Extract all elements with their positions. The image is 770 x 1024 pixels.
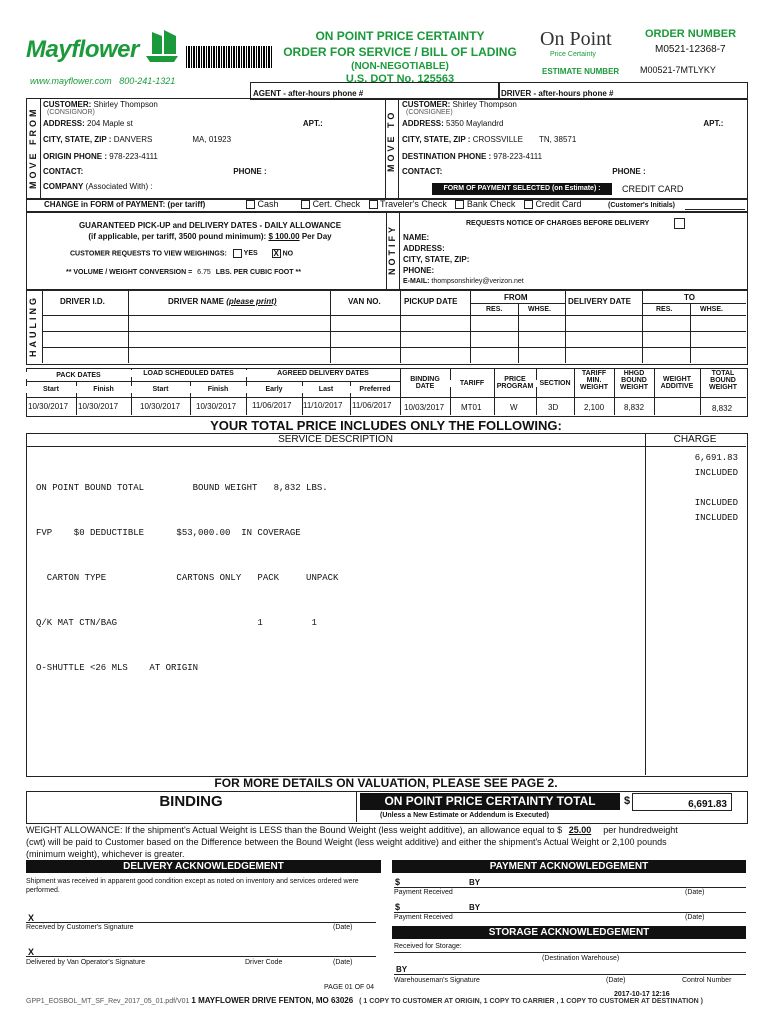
service-charge [648, 481, 738, 496]
customer-sign-date: (Date) [333, 924, 353, 931]
consignor-label: (CONSIGNOR) [47, 109, 95, 116]
company-sub: (Associated With) : [85, 182, 153, 191]
weight-allowance-amount: 25.00 [568, 825, 592, 835]
customer-sign-label: Received by Customer's Signature [26, 924, 134, 931]
service-line: O-SHUTTLE <26 MLS AT ORIGIN [36, 663, 199, 673]
travelers-check-checkbox[interactable] [369, 200, 378, 209]
title-line-1: ON POINT PRICE CERTAINTY [315, 29, 485, 43]
hauling-col-2 [330, 289, 331, 363]
weighings-yes-checkbox[interactable] [233, 249, 242, 258]
payment-date-2: (Date) [685, 914, 705, 921]
payment-by-1: BY [469, 878, 481, 887]
price-program: W [510, 403, 518, 412]
ship-icon [142, 26, 182, 66]
van-sign-label: Delivered by Van Operator's Signature [26, 959, 146, 966]
total-label: ON POINT PRICE CERTAINTY TOTAL [360, 793, 620, 810]
storage-ack-header: STORAGE ACKNOWLEDGEMENT [392, 926, 746, 939]
barcode [186, 46, 272, 68]
load-finish-label: Finish [190, 386, 246, 393]
total-bound: 8,832 [712, 404, 733, 413]
payment-change-label: CHANGE in FORM of PAYMENT: (per tariff) [44, 200, 206, 209]
hauling-row-line-1 [42, 331, 746, 332]
services-divider [645, 433, 646, 775]
requests-notice-label: REQUESTS NOTICE OF CHARGES BEFORE DELIVERY [466, 220, 650, 227]
customer-sign-line[interactable] [26, 922, 376, 923]
hauling-pickup-date: PICKUP DATE [404, 297, 458, 306]
van-sign-line[interactable] [26, 956, 376, 957]
divider-to [398, 98, 399, 198]
guarantee-line-2: (if applicable, per tariff, 3500 pound minimum): [88, 232, 267, 241]
from-apt-label: APT.: [302, 119, 323, 128]
agent-label: AGENT - after-hours phone # [253, 89, 364, 98]
weight-additive-label: WEIGHT ADDITIVE [656, 376, 698, 390]
hauling-col-4 [470, 289, 471, 363]
conversion-label: ** VOLUME / WEIGHT CONVERSION = [66, 269, 193, 276]
daily-allowance: $ 100.00 [268, 232, 300, 241]
origin-phone: 978-223-4111 [109, 152, 158, 161]
payment-by-2: BY [469, 903, 481, 912]
conversion-unit: LBS. PER CUBIC FOOT ** [215, 269, 301, 276]
form-id: GPP1_EOSBOL_MT_SF_Rev_2017_05_01.pdf/V01 [26, 998, 190, 1005]
from-contact-label: CONTACT: [43, 167, 84, 176]
onpoint-tagline: Price Certainty [550, 51, 596, 58]
valuation-note: FOR MORE DETAILS ON VALUATION, PLEASE SEE PAGE 2. [214, 776, 558, 790]
dest-phone: 978-223-4111 [493, 152, 543, 161]
to-city: CROSSVILLE [472, 135, 523, 144]
price-program-label: PRICE PROGRAM [496, 376, 534, 390]
hauling-van-no: VAN NO. [348, 297, 381, 306]
service-charge: INCLUDED [694, 498, 738, 508]
service-line: CARTON TYPE CARTONS ONLY PACK UNPACK [36, 573, 339, 583]
driver-name-sub: (please print) [226, 297, 277, 306]
total-divider [356, 791, 357, 822]
weighings-row [70, 249, 293, 258]
notify-email: thompsonshirley@verizon.net [431, 278, 524, 285]
weighings-no: NO [282, 250, 294, 258]
order-number-label: ORDER NUMBER [645, 28, 737, 40]
storage-by: BY [396, 965, 408, 974]
agreed-early-label: Early [246, 386, 302, 393]
move-to-block [402, 100, 742, 179]
weight-allowance-line-1: WEIGHT ALLOWANCE: If the shipment's Actual Weight is LESS than the Bound Weight (less weight additive), an allowance equal to $ [26, 825, 563, 835]
dates-col-j [536, 368, 537, 415]
storage-date-label: (Date) [606, 977, 626, 984]
dates-col-i [494, 368, 495, 415]
from-whse: WHSE. [528, 306, 551, 313]
payment-line-1[interactable] [394, 887, 746, 888]
divider-notify [399, 211, 400, 289]
hauling-row-line-2 [42, 347, 746, 348]
move-to-label: MOVE TO [386, 109, 396, 173]
dates-col-k [574, 368, 575, 415]
onpoint-logo [540, 28, 630, 62]
to-state-zip: TN, 38571 [538, 135, 577, 144]
cash-checkbox[interactable] [246, 200, 255, 209]
driver-code-label: Driver Code [245, 959, 283, 966]
notify-city-label: CITY, STATE, ZIP: [403, 255, 470, 264]
warehouse-sign-line[interactable] [394, 974, 746, 975]
travelers-check-option: Traveler's Check [379, 199, 447, 209]
hauling-col-4b [518, 303, 519, 363]
weight-allowance-unit: per hundredweight [603, 825, 678, 835]
agreed-dates-label: AGREED DELIVERY DATES [246, 370, 400, 377]
service-charge: 6,691.83 [694, 453, 738, 463]
tariff: MT01 [461, 403, 482, 412]
notify-address-label: ADDRESS: [403, 244, 445, 253]
customer-initials-line [685, 209, 745, 210]
payment-ack-header: PAYMENT ACKNOWLEDGEMENT [392, 860, 746, 873]
dates-col-l [614, 368, 615, 415]
bank-check-checkbox[interactable] [455, 200, 464, 209]
cert-check-option: Cert. Check [312, 199, 361, 209]
weighings-label: CUSTOMER REQUESTS TO VIEW WEIGHINGS: [70, 250, 227, 258]
hhgd: 8,832 [624, 403, 645, 412]
agreed-preferred: 11/06/2017 [352, 401, 392, 410]
delivery-text: Shipment was received in apparent good condition except as noted on inventory and services ordered were performed. [26, 878, 359, 894]
service-charge: INCLUDED [694, 468, 738, 478]
weighings-yes: YES [243, 250, 258, 258]
move-from-label: MOVE FROM [28, 106, 38, 190]
service-lines [36, 451, 641, 691]
van-sign-x: X [28, 947, 35, 957]
service-line: ON POINT BOUND TOTAL BOUND WEIGHT 8,832 LBS. [36, 483, 328, 493]
hauling-table [26, 289, 748, 365]
hauling-label: HAULING [28, 295, 38, 357]
notify-email-label: E-MAIL: [403, 278, 430, 285]
to-address: 5350 Maylandrd [446, 119, 504, 128]
website [30, 76, 175, 86]
dates-col-g [400, 368, 401, 415]
hauling-delivery-date: DELIVERY DATE [568, 297, 631, 306]
hauling-col-1 [128, 289, 129, 363]
service-line: FVP $0 DEDUCTIBLE $53,000.00 IN COVERAGE [36, 528, 301, 538]
delivery-ack-header: DELIVERY ACKNOWLEDGEMENT [26, 860, 381, 873]
control-number-label: Control Number [682, 977, 732, 984]
conversion-value: 6.75 [197, 269, 211, 276]
hauling-header-line [42, 315, 746, 316]
customer-initials-label: (Customer's Initials) [608, 202, 676, 209]
page-number: PAGE 01 OF 04 [324, 984, 375, 991]
from-address: 204 Maple st [87, 119, 133, 128]
total-currency: $ [624, 795, 631, 807]
to-apt-label: APT.: [703, 119, 724, 128]
pack-finish: 10/30/2017 [78, 402, 119, 411]
total-bound-label: TOTAL BOUND WEIGHT [702, 370, 744, 391]
warehouseman-label: Warehouseman's Signature [394, 977, 480, 984]
hauling-to: TO [684, 293, 695, 302]
tariff-label: TARIFF [450, 380, 494, 387]
payment-form: CREDIT CARD [622, 184, 684, 194]
storage-line[interactable] [394, 952, 746, 953]
from-phone-label: PHONE : [233, 167, 267, 176]
website-url: www.mayflower.com [30, 76, 112, 86]
agreed-last-label: Last [302, 386, 350, 393]
binding-label: BINDING [159, 793, 223, 810]
from-city-label: CITY, STATE, ZIP : [43, 135, 112, 144]
origin-phone-label: ORIGIN PHONE : [43, 152, 108, 161]
charge-header: CHARGE [673, 434, 717, 445]
dates-col-m [654, 368, 655, 415]
to-address-label: ADDRESS: [402, 119, 444, 128]
consignee-label: (CONSIGNEE) [406, 109, 453, 116]
from-state-zip: MA, 01923 [192, 135, 232, 144]
load-start: 10/30/2017 [140, 402, 181, 411]
onpoint-logo-text: On Point [540, 28, 612, 50]
from-customer-label: CUSTOMER: [43, 100, 92, 109]
dates-col-n [700, 368, 701, 415]
weight-allowance [26, 824, 750, 860]
load-dates-label: LOAD SCHEDULED DATES [131, 370, 246, 377]
dot-number: U.S. DOT No. 125563 [345, 73, 455, 85]
dates-header-bottom [26, 397, 746, 398]
guarantee-block [60, 220, 360, 242]
title-line-2: ORDER FOR SERVICE / BILL OF LADING [283, 45, 517, 59]
driver-name-header: DRIVER NAME [168, 297, 225, 306]
estimate-number: M00521-7MTLYKY [640, 65, 716, 75]
from-customer: Shirley Thompson [93, 100, 158, 109]
notify-phone-label: PHONE: [403, 266, 435, 275]
to-customer-label: CUSTOMER: [402, 100, 451, 109]
from-city: DANVERS [113, 135, 153, 144]
agreed-early: 11/06/2017 [252, 401, 292, 410]
customer-sign-x: X [28, 913, 35, 923]
total-sub: (Unless a New Estimate or Addendum is Executed) [380, 812, 549, 819]
timestamp: 2017-10-17 12:16 [614, 991, 670, 998]
service-desc-header: SERVICE DESCRIPTION [278, 434, 393, 445]
to-city-label: CITY, STATE, ZIP : [402, 135, 471, 144]
weight-allowance-line-3: (minimum weight), whichever is greater. [26, 849, 185, 859]
from-sub-line [470, 303, 565, 304]
agreed-preferred-label: Preferred [350, 386, 400, 393]
payment-received-1: Payment Received [394, 889, 453, 896]
notify-fields [403, 232, 524, 287]
payment-dollar-2: $ [395, 902, 401, 912]
agreed-last: 11/10/2017 [303, 401, 343, 410]
binding-date: 10/03/2017 [404, 403, 445, 412]
bottom-line [26, 996, 766, 1005]
order-number: M0521-12368-7 [655, 44, 726, 55]
services-title: YOUR TOTAL PRICE INCLUDES ONLY THE FOLLOWING: [210, 418, 562, 433]
services-header-line [26, 446, 746, 447]
credit-card-checkbox[interactable] [524, 200, 533, 209]
company-label: COMPANY [43, 182, 84, 191]
hauling-col-5 [565, 289, 566, 363]
requests-notice-checkbox[interactable] [674, 218, 685, 229]
pack-finish-label: Finish [76, 386, 131, 393]
service-line: Q/K MAT CTN/BAG 1 1 [36, 618, 317, 628]
van-sign-date: (Date) [333, 959, 353, 966]
tariff-min-label: TARIFF MIN. WEIGHT [576, 370, 612, 391]
mayflower-logo [26, 30, 186, 70]
payment-received-2: Payment Received [394, 914, 453, 921]
load-start-label: Start [131, 386, 190, 393]
binding-date-label: BINDING DATE [404, 376, 446, 390]
doc-title [262, 28, 538, 85]
to-whse: WHSE. [700, 306, 723, 313]
move-from-block [43, 100, 383, 195]
pack-dates-label: PACK DATES [26, 372, 131, 379]
to-sub-line [642, 303, 746, 304]
service-charges [648, 451, 738, 526]
copy-distribution: ( 1 COPY TO CUSTOMER AT ORIGIN, 1 COPY TO CARRIER , 1 COPY TO CUSTOMER AT DESTINATION ) [359, 998, 703, 1005]
payment-form-label: FORM OF PAYMENT SELECTED (on Estimate) : [432, 183, 612, 195]
to-contact-label: CONTACT: [402, 167, 443, 176]
load-finish: 10/30/2017 [196, 402, 237, 411]
section-label: SECTION [536, 380, 574, 387]
service-charge: INCLUDED [694, 513, 738, 523]
payment-options [246, 199, 581, 209]
dates-col-h [450, 368, 451, 415]
payment-date-1: (Date) [685, 889, 705, 896]
hauling-driver-id: DRIVER I.D. [60, 297, 105, 306]
hauling-col-6b [690, 303, 691, 363]
to-res: RES. [656, 306, 673, 313]
pack-start-label: Start [26, 386, 76, 393]
bank-check-option: Bank Check [466, 199, 516, 209]
cash-option: Cash [257, 199, 279, 209]
pack-sub-line [26, 381, 400, 382]
company-address: 1 MAYFLOWER DRIVE FENTON, MO 63026 [191, 996, 354, 1005]
hauling-driver-name [168, 297, 276, 306]
credit-card-option: Credit Card [535, 199, 582, 209]
hauling-col-3 [400, 289, 401, 363]
guarantee-line-1: GUARANTEED PICK-UP and DELIVERY DATES - DAILY ALLOWANCE [78, 221, 342, 230]
weighings-no-checkbox[interactable]: X [273, 249, 279, 258]
tariff-min: 2,100 [584, 403, 605, 412]
to-customer: Shirley Thompson [452, 100, 517, 109]
notify-label: NOTIFY [387, 224, 397, 276]
received-storage-label: Received for Storage: [394, 943, 462, 950]
weight-allowance-line-2: (cwt) will be paid to Customer based on the Difference between the Bound Weight (less weight additive) and either the shipment's Actual Weight or 2,100 pounds [26, 837, 667, 847]
destination-warehouse-label: (Destination Warehouse) [542, 955, 620, 962]
title-line-3: (NON-NEGOTIABLE) [351, 61, 449, 72]
from-res: RES. [486, 306, 503, 313]
conversion-row [66, 269, 301, 276]
to-phone-label: PHONE : [612, 167, 646, 176]
dest-phone-label: DESTINATION PHONE : [402, 152, 492, 161]
estimate-number-label: ESTIMATE NUMBER [542, 67, 620, 76]
per-day-label: Per Day [301, 232, 332, 241]
hauling-col-6 [642, 289, 643, 363]
from-address-label: ADDRESS: [43, 119, 85, 128]
hauling-col-0 [42, 289, 43, 363]
brand-name: Mayflower [26, 36, 139, 63]
hhgd-label: HHGD BOUND WEIGHT [616, 370, 652, 391]
section: 3D [548, 403, 559, 412]
payment-dollar-1: $ [395, 877, 401, 887]
total-value-box [632, 793, 732, 811]
payment-line-2[interactable] [394, 912, 746, 913]
company-phone: 800-241-1321 [119, 76, 176, 86]
driver-label: DRIVER - after-hours phone # [501, 89, 614, 98]
cert-check-checkbox[interactable] [301, 200, 310, 209]
pack-start: 10/30/2017 [28, 402, 69, 411]
notify-name-label: NAME: [403, 233, 430, 242]
hauling-from: FROM [504, 293, 528, 302]
divider-from [40, 98, 41, 198]
total-value: 6,691.83 [688, 799, 727, 810]
